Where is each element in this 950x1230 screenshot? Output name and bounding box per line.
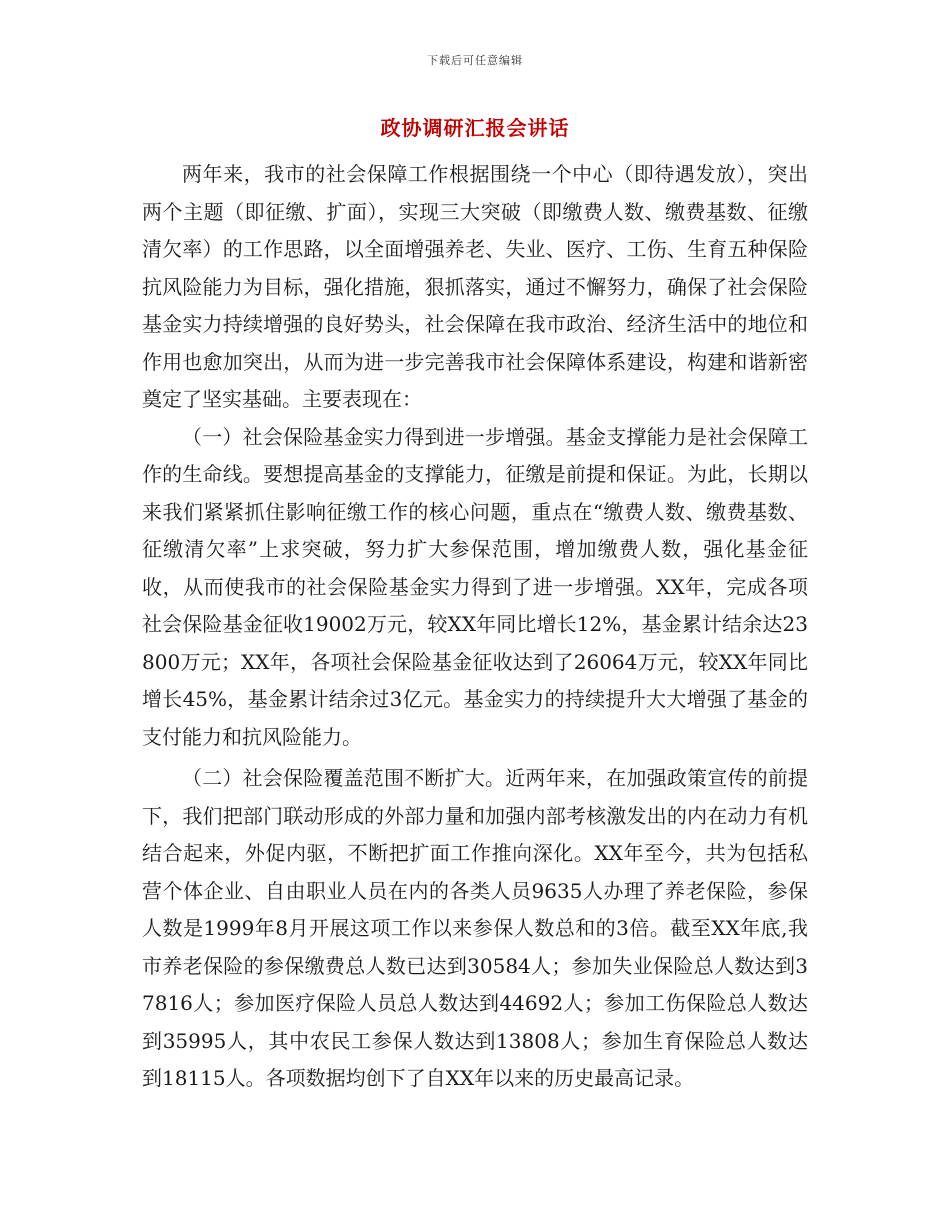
document-body [142,156,808,1098]
header-note: 下载后可任意编辑 [427,54,523,67]
paragraph-fund-strength: （一）社会保险基金实力得到进一步增强。基金支撑能力是社会保障工作的生命线。要想提高基金的支撑能力，征缴是前提和保证。为此，长期以来我们紧紧抓住影响征缴工作的核心问题，重点在“缴费人数、缴费基数、征缴清欠率”上求突破，努力扩大参保范围，增加缴费人数，强化基金征收，从而使我市的社会保险基金实力得到了进一步增强。XX年，完成各项社会保险基金征收19002万元，较XX年同比增长12%，基金累计结余达23800万元；XX年，各项社会保险基金征收达到了26064万元，较XX年同比增长45%，基金累计结余过3亿元。基金实力的持续提升大大增强了基金的支付能力和抗风险能力。 [142,424,808,749]
paragraph-intro: 两年来，我市的社会保障工作根据围绕一个中心（即待遇发放），突出两个主题（即征缴、扩面），实现三大突破（即缴费人数、缴费基数、征缴清欠率）的工作思路，以全面增强养老、失业、医疗、工伤、生育五种保险抗风险能力为目标，强化措施，狠抓落实，通过不懈努力，确保了社会保险基金实力持续增强的良好势头，社会保障在我市政治、经济生活中的地位和作用也愈加突出，从而为进一步完善我市社会保障体系建设，构建和谐新密奠定了坚实基础。主要表现在： [142,162,808,411]
document-title: 政协调研汇报会讲话 [380,116,570,140]
paragraph-coverage: （二）社会保险覆盖范围不断扩大。近两年来，在加强政策宣传的前提下，我们把部门联动形成的外部力量和加强内部考核激发出的内在动力有机结合起来，外促内驱，不断把扩面工作推向深化。XX年至今，共为包括私营个体企业、自由职业人员在内的各类人员9635人办理了养老保险，参保人数是1999年8月开展这项工作以来参保人数总和的3倍。截至XX年底,我市养老保险的参保缴费总人数已达到30584人；参加失业保险总人数达到37816人；参加医疗保险人员总人数达到44692人；参加工伤保险总人数达到35995人，其中农民工参保人数达到13808人；参加生育保险总人数达到18115人。各项数据均创下了自XX年以来的历史最高记录。 [142,766,808,1090]
